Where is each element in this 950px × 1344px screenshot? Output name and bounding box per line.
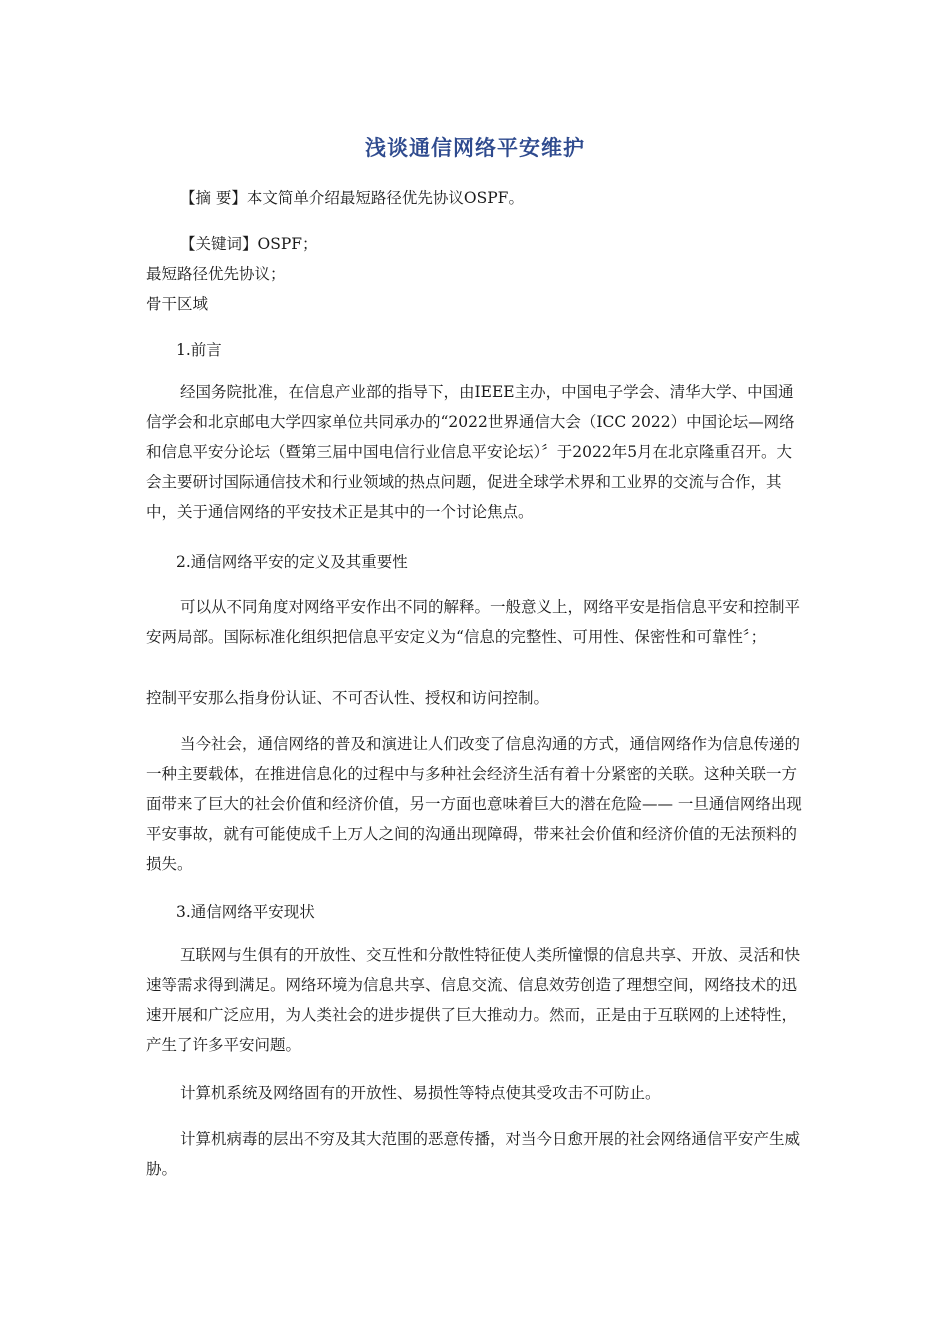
section-3-paragraph-1: 互联网与生俱有的开放性、交互性和分散性特征使人类所憧憬的信息共享、开放、灵活和快速等需求得到满足。网络环境为信息共享、信息交流、信息效劳创造了理想空间，网络技术的迅速开展和广泛应用，为人类社会的进步提供了巨大推动力。然而，正是由于互联网的上述特性，产生了许多平安问题。 <box>146 946 801 1054</box>
section-heading-2: 2.通信网络平安的定义及其重要性 <box>176 553 408 571</box>
keywords <box>146 229 806 319</box>
section-3-paragraph-3: 计算机病毒的层出不穷及其大范围的恶意传播，对当今日愈开展的社会网络通信平安产生威胁。 <box>146 1130 801 1178</box>
section-2-paragraph-1: 可以从不同角度对网络平安作出不同的解释。一般意义上，网络平安是指信息平安和控制平安两局部。国际标准化组织把信息平安定义为“信息的完整性、可用性、保密性和可靠性〞； <box>146 598 801 646</box>
section-heading-3: 3.通信网络平安现状 <box>176 903 315 921</box>
section-3-paragraph-2: 计算机系统及网络固有的开放性、易损性等特点使其受攻击不可防止。 <box>180 1084 661 1102</box>
section-2-paragraph-3: 当今社会，通信网络的普及和演进让人们改变了信息沟通的方式，通信网络作为信息传递的一种主要载体，在推进信息化的过程中与多种社会经济生活有着十分紧密的关联。这种关联一方面带来了巨大的社会价值和经济价值，另一方面也意味着巨大的潜在危险—— 一旦通信网络出现平安事故，就有可能使成千上万人之间的沟通出现障碍，带来社会价值和经济价值的无法预料的损失。 <box>146 735 802 873</box>
section-heading-1: 1.前言 <box>176 341 222 359</box>
keywords-line-3: 骨干区域 <box>146 295 209 313</box>
section-1-paragraph-1: 经国务院批准，在信息产业部的指导下，由IEEE主办，中国电子学会、清华大学、中国通信学会和北京邮电大学四家单位共同承办的“2022世界通信大会（ICC 2022）中国论坛—网络和信息平安分论坛（暨第三届中国电信行业信息平安论坛）〞于2022年5月在北京隆重召开。大会主要研讨国际通信技术和行业领域的热点问题，促进全球学术界和工业界的交流与合作，其中，关于通信网络的平安技术正是其中的一个讨论焦点。 <box>146 383 795 521</box>
abstract: 【摘 要】本文简单介绍最短路径优先协议OSPF。 <box>180 189 524 207</box>
document-title: 浅谈通信网络平安维护 <box>365 136 585 160</box>
keywords-line-1: 【关键词】OSPF； <box>180 235 318 253</box>
section-2-paragraph-2: 控制平安那么指身份认证、不可否认性、授权和访问控制。 <box>146 689 550 707</box>
keywords-line-2: 最短路径优先协议； <box>146 265 286 283</box>
